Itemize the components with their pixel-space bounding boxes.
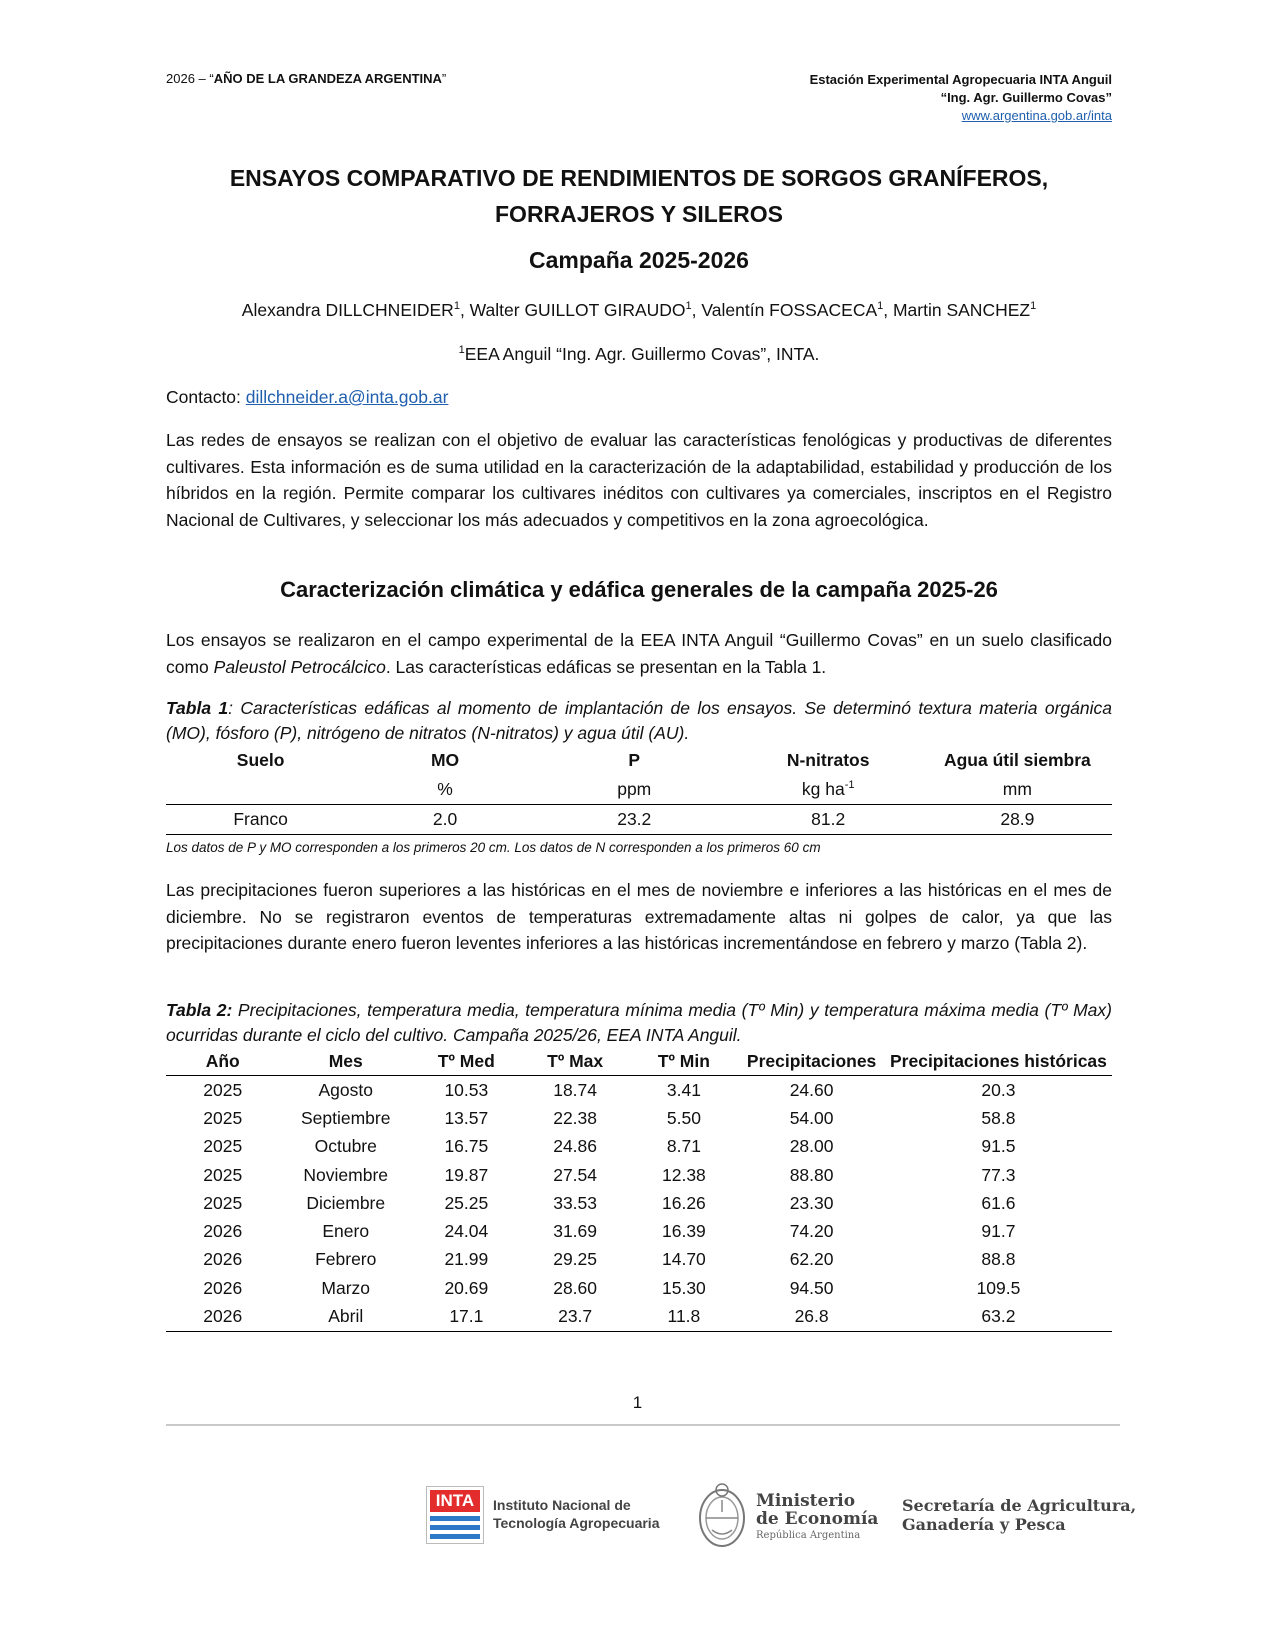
intro-paragraph: Las redes de ensayos se realizan con el objetivo de evaluar las características fenológicas y productivas de diferentes cultivares. Esta información es de suma utilidad en la caracterización de la adaptabilidad, estabilidad y producción de los híbridos en la región. Permite comparar los cultivares inéditos con cultivares ya comerciales, inscriptos en el Registro Nacional de Cultivares, y seleccionar los más adecuados y competitivos en la zona agroecológica. xyxy=(166,430,1112,530)
table2-header-row xyxy=(166,1048,1112,1076)
table-cell: 2026 xyxy=(203,1277,243,1298)
table1-units-row xyxy=(166,774,1112,805)
table-cell: 27.54 xyxy=(553,1164,598,1185)
header-station-name: “Ing. Agr. Guillermo Covas” xyxy=(940,90,1112,105)
table-unit xyxy=(166,774,355,805)
table-cell: 23.30 xyxy=(789,1192,834,1213)
table-row xyxy=(166,1133,1112,1161)
table-cell: 23.7 xyxy=(521,1302,630,1331)
table-cell: 24.86 xyxy=(553,1136,598,1157)
ministry-name: Ministerio de Economía República Argentina xyxy=(756,1491,879,1541)
table-cell: 88.80 xyxy=(789,1164,834,1185)
table-header: Mes xyxy=(280,1048,412,1076)
table-cell: 12.38 xyxy=(662,1164,706,1185)
table2 xyxy=(166,1048,1112,1332)
table-row xyxy=(166,1217,1112,1245)
table-cell: Enero xyxy=(322,1221,370,1242)
table-header: N-nitratos xyxy=(786,749,870,770)
table-cell: 109.5 xyxy=(976,1277,1021,1298)
table-cell: Abril xyxy=(280,1302,412,1331)
document-title xyxy=(166,160,1112,232)
table-cell: 2025 xyxy=(203,1164,243,1185)
table-cell: 91.7 xyxy=(981,1221,1016,1242)
table-cell: 2025 xyxy=(203,1192,243,1213)
table-cell: 62.20 xyxy=(789,1249,834,1270)
table2-caption: Tabla 2: Precipitaciones, temperatura media, temperatura mínima media (Tº Min) y temperatura máxima media (Tº Max) ocurridas durante el ciclo del cultivo. Campaña 2025/26, EEA INTA Anguil. xyxy=(166,1000,1112,1045)
table-cell: 94.50 xyxy=(789,1277,834,1298)
table-cell: Marzo xyxy=(321,1277,371,1298)
table-row xyxy=(166,1246,1112,1274)
table-cell: Febrero xyxy=(315,1249,377,1270)
table-cell: 31.69 xyxy=(553,1221,598,1242)
table-row xyxy=(166,1274,1112,1302)
header-left-suffix: ” xyxy=(441,71,447,86)
national-seal-icon xyxy=(696,1478,748,1550)
table-header: P xyxy=(628,749,641,770)
table-cell: 20.69 xyxy=(444,1277,489,1298)
table-cell: 23.2 xyxy=(535,805,734,835)
table-cell: 3.41 xyxy=(666,1079,701,1100)
author: Valentín FOSSACECA$^1$, xyxy=(701,300,893,320)
table-cell: 22.38 xyxy=(553,1107,598,1128)
table-cell: 15.30 xyxy=(662,1277,706,1298)
table-unit: mm xyxy=(1002,778,1032,799)
table-cell: Septiembre xyxy=(300,1107,391,1128)
table-cell: 20.3 xyxy=(981,1079,1016,1100)
footer-divider xyxy=(166,1424,1120,1426)
table-cell: 13.57 xyxy=(444,1107,489,1128)
table-cell: 19.87 xyxy=(444,1164,489,1185)
table-row xyxy=(166,1104,1112,1132)
table1-caption: Tabla 1: Características edáficas al momento de implantación de los ensayos. Se determinó textura materia orgánica (MO), fósforo (P), nitrógeno de nitratos (N-nitratos) y agua útil (AU). xyxy=(166,698,1112,743)
table-header: Tº Max xyxy=(521,1048,630,1076)
table-cell: 88.8 xyxy=(981,1249,1016,1270)
table-cell: Franco xyxy=(166,805,355,835)
inta-name: Instituto Nacional de Tecnología Agropecuaria xyxy=(493,1497,660,1531)
table-cell: 24.60 xyxy=(789,1079,834,1100)
table-cell: 17.1 xyxy=(412,1302,521,1331)
authors xyxy=(166,300,1112,321)
table-header: Año xyxy=(166,1048,280,1076)
header-right xyxy=(810,71,1112,125)
soil-paragraph: Los ensayos se realizaron en el campo experimental de la EEA INTA Anguil “Guillermo Covas” en un suelo clasificado como Paleustol Petrocálcico. Las características edáficas se presentan en la Tabla 1. xyxy=(166,630,1112,677)
contact-email-link[interactable]: dillchneider.a@inta.gob.ar xyxy=(245,387,449,407)
table-unit: ppm xyxy=(617,778,652,799)
header-website-link[interactable]: www.argentina.gob.ar/inta xyxy=(961,108,1112,123)
table-cell: 61.6 xyxy=(981,1192,1016,1213)
table-row xyxy=(166,1161,1112,1189)
table-header: Precipitaciones xyxy=(738,1048,885,1076)
table-cell: 28.00 xyxy=(789,1136,834,1157)
table-cell: 26.8 xyxy=(738,1302,885,1331)
table-cell: 77.3 xyxy=(981,1164,1016,1185)
table-header: Agua útil siembra xyxy=(943,749,1091,770)
author: Walter GUILLOT GIRAUDO$^1$, xyxy=(469,300,702,320)
table-cell: 63.2 xyxy=(885,1302,1112,1331)
contact-label: Contacto: xyxy=(166,387,246,407)
table-header: MO xyxy=(430,749,460,770)
table-cell: 18.74 xyxy=(553,1079,598,1100)
table-cell: 16.75 xyxy=(444,1136,489,1157)
table-cell: Octubre xyxy=(314,1136,377,1157)
inta-logo: INTA xyxy=(426,1486,484,1544)
table-cell: 2.0 xyxy=(355,805,535,835)
campaign-title: Campaña 2025-2026 xyxy=(529,247,749,273)
table-header: Suelo xyxy=(236,749,285,770)
title-line-1: ENSAYOS COMPARATIVO DE RENDIMIENTOS DE SORGOS GRANÍFEROS, xyxy=(229,165,1049,191)
table-cell: 91.5 xyxy=(981,1136,1016,1157)
contact xyxy=(166,387,1112,408)
table-cell: 29.25 xyxy=(553,1249,598,1270)
table-cell: 16.26 xyxy=(662,1192,706,1213)
table-header: Precipitaciones históricas xyxy=(885,1048,1112,1076)
table-cell: 21.99 xyxy=(444,1249,489,1270)
secretariat-name: Secretaría de Agricultura, Ganadería y Pesca xyxy=(902,1496,1137,1534)
table-cell: 10.53 xyxy=(444,1079,489,1100)
table-cell: 33.53 xyxy=(553,1192,598,1213)
table-cell: 28.9 xyxy=(923,805,1112,835)
table-cell: 2026 xyxy=(203,1249,243,1270)
table1-footnote: Los datos de P y MO corresponden a los primeros 20 cm. Los datos de N corresponden a los primeros 60 cm xyxy=(166,840,821,855)
table-row xyxy=(166,1076,1112,1105)
table-cell: 81.2 xyxy=(734,805,923,835)
table-cell: Diciembre xyxy=(306,1192,386,1213)
author: Martin SANCHEZ$^1$ xyxy=(892,300,1037,320)
table-row xyxy=(166,1302,1112,1331)
table-cell: 54.00 xyxy=(789,1107,834,1128)
table1 xyxy=(166,746,1112,835)
table-unit: kg $ha^{-1}$ xyxy=(801,778,855,799)
table-cell: Agosto xyxy=(318,1079,373,1100)
table-cell: 2026 xyxy=(203,1221,243,1242)
header-left-prefix: 2026 – “ xyxy=(166,71,214,86)
section-heading: Caracterización climática y edáfica generales de la campaña 2025-26 xyxy=(280,577,998,602)
table-cell: 2025 xyxy=(203,1136,243,1157)
table-cell: 24.04 xyxy=(444,1221,489,1242)
table-cell: 8.71 xyxy=(666,1136,701,1157)
title-line-2: FORRAJEROS Y SILEROS xyxy=(495,201,783,227)
table-cell: 14.70 xyxy=(662,1249,706,1270)
page-number: 1 xyxy=(632,1393,643,1412)
header-institution: Estación Experimental Agropecuaria INTA Anguil xyxy=(809,72,1112,87)
table-cell: 16.39 xyxy=(662,1221,706,1242)
table-row xyxy=(166,1189,1112,1217)
table-cell: 74.20 xyxy=(789,1221,834,1242)
author: Alexandra DILLCHNEIDER$^1$, xyxy=(241,300,470,320)
table-cell: 2025 xyxy=(203,1079,243,1100)
table-cell: 5.50 xyxy=(666,1107,701,1128)
table-cell: 2026 xyxy=(166,1302,280,1331)
header-left xyxy=(166,71,446,86)
table-unit: % xyxy=(437,778,453,799)
header-year-motto: AÑO DE LA GRANDEZA ARGENTINA xyxy=(213,71,442,86)
table-header: Tº Min xyxy=(630,1048,739,1076)
table-cell: 28.60 xyxy=(553,1277,598,1298)
table-cell: 11.8 xyxy=(630,1302,739,1331)
table-header: Tº Med xyxy=(412,1048,521,1076)
table-cell: 2025 xyxy=(203,1107,243,1128)
affiliation: $^1$EEA Anguil “Ing. Agr. Guillermo Covas”, INTA. xyxy=(458,344,820,364)
table-cell: Noviembre xyxy=(303,1164,389,1185)
precipitation-paragraph: Las precipitaciones fueron superiores a las históricas en el mes de noviembre e inferiores a las históricas en el mes de diciembre. No se registraron eventos de temperaturas extremadamente altas ni golpes de calor, ya que las precipitaciones durante enero fueron leventes inferiores a las históricas incrementándose en febrero y marzo (Tabla 2). xyxy=(166,880,1112,953)
table-cell: 25.25 xyxy=(444,1192,489,1213)
table1-header-row xyxy=(166,746,1112,774)
table-row xyxy=(166,805,1112,835)
table-cell: 58.8 xyxy=(981,1107,1016,1128)
